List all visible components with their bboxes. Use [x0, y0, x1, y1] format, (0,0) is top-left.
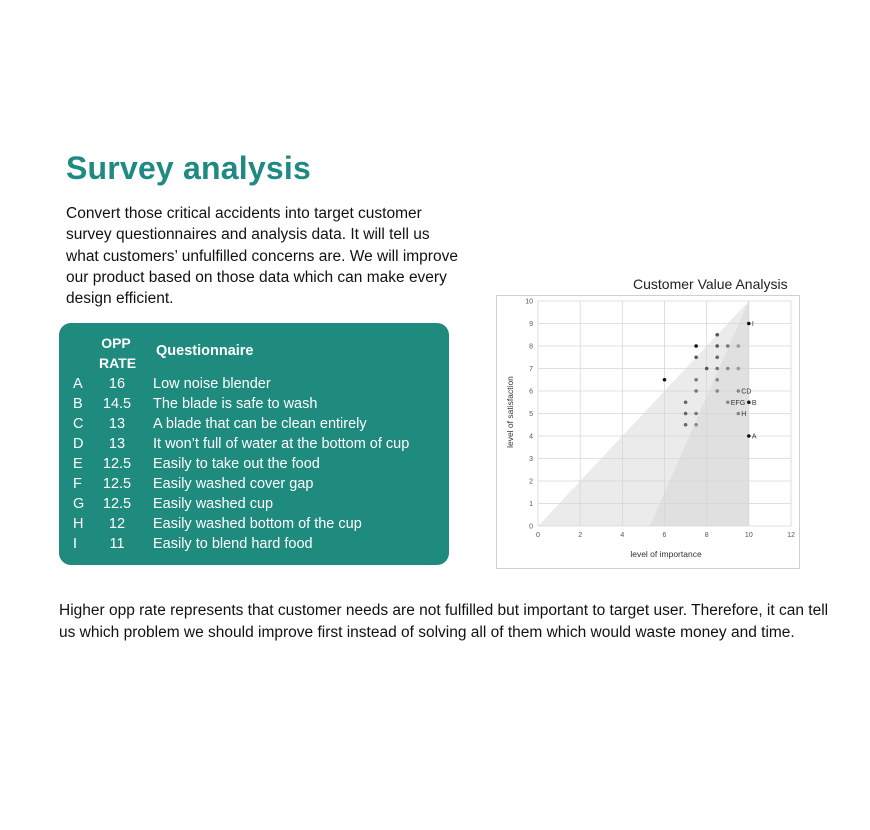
row-rate: 12 [108, 516, 126, 532]
table-row [59, 534, 449, 554]
point-label: H [741, 411, 747, 418]
row-question: Low noise blender [153, 376, 271, 392]
row-letter: B [73, 396, 83, 412]
y-axis-label: level of satisfaction [505, 376, 515, 448]
row-question: A blade that can be clean entirely [153, 416, 367, 432]
table-row [59, 514, 449, 534]
y-tick-label: 7 [529, 366, 533, 373]
point-label: I [751, 321, 754, 328]
data-point [747, 434, 751, 438]
row-rate: 13 [108, 436, 126, 452]
point-label: A [751, 433, 757, 441]
row-question: Easily to take out the food [153, 456, 320, 472]
row-question: It won’t full of water at the bottom of cup [153, 436, 410, 452]
row-question: Easily washed bottom of the cup [153, 516, 362, 532]
table-row [59, 414, 449, 434]
intro-paragraph: Convert those critical accidents into target customer survey questionnaires and analysis data. It will tell us what customers’ unfulfilled concerns are. We will improve our product based on those data which can make every design efficient. [66, 205, 458, 308]
row-letter: H [73, 516, 84, 532]
data-point [726, 367, 730, 371]
x-tick-label: 4 [620, 532, 625, 539]
row-question: Easily washed cover gap [153, 476, 314, 492]
data-point [684, 400, 688, 404]
row-letter: E [73, 456, 83, 472]
data-point [715, 333, 719, 337]
data-point [715, 367, 719, 371]
customer-value-chart [497, 296, 799, 568]
chart-title: Customer Value Analysis [633, 276, 788, 292]
x-axis-label: level of importance [630, 549, 702, 559]
data-point [663, 378, 667, 382]
data-point [694, 423, 698, 427]
data-point [715, 355, 719, 359]
data-point [747, 322, 751, 326]
table-row [59, 494, 449, 514]
x-tick-label: 2 [578, 532, 583, 539]
x-tick-label: 10 [744, 532, 753, 539]
table-row [59, 474, 449, 494]
x-tick-label: 6 [662, 532, 667, 539]
header-opp-line2: RATE [99, 355, 137, 371]
data-point [694, 412, 698, 416]
table-row [59, 374, 449, 394]
y-tick-label: 2 [529, 478, 533, 486]
y-tick-label: 9 [529, 321, 533, 328]
point-label: EFG [730, 399, 746, 407]
data-point [715, 378, 719, 382]
data-point [694, 378, 698, 382]
data-point [736, 389, 740, 393]
row-rate: 16 [108, 376, 126, 392]
header-opp-line1: OPP [101, 335, 131, 351]
data-point [684, 412, 688, 416]
row-rate: 12.5 [102, 476, 132, 492]
row-rate: 14.5 [102, 396, 132, 412]
x-tick-label: 12 [787, 532, 795, 539]
header-opp-rate [99, 333, 137, 373]
data-point [705, 367, 709, 371]
questionnaire-panel [59, 323, 449, 565]
point-label: CD [741, 388, 752, 396]
y-tick-label: 4 [529, 433, 533, 441]
table-row [59, 394, 449, 414]
row-question: Easily to blend hard food [153, 536, 313, 552]
data-point [747, 400, 751, 404]
row-letter: D [73, 436, 84, 452]
y-tick-label: 10 [525, 298, 533, 306]
data-point [694, 389, 698, 393]
row-letter: G [73, 496, 85, 512]
data-point [736, 367, 740, 371]
chart-frame [496, 295, 800, 569]
point-label: B [751, 399, 757, 407]
row-question: The blade is safe to wash [153, 396, 318, 412]
row-letter: I [73, 536, 78, 552]
data-point [684, 423, 688, 427]
y-tick-label: 6 [529, 388, 533, 396]
data-point [715, 344, 719, 348]
y-tick-label: 5 [529, 411, 533, 418]
row-rate: 12.5 [102, 456, 132, 472]
x-tick-label: 8 [704, 532, 709, 539]
table-row [59, 434, 449, 454]
data-point [726, 400, 730, 404]
y-tick-label: 8 [529, 343, 533, 351]
data-point [694, 344, 698, 348]
row-rate: 12.5 [102, 496, 132, 512]
data-point [736, 412, 740, 416]
y-tick-label: 3 [529, 456, 533, 463]
data-point [694, 355, 698, 359]
header-questionnaire: Questionnaire [156, 343, 254, 359]
footer-paragraph: Higher opp rate represents that customer needs are not fulfilled but important to target user. Therefore, it can tell us which problem we should improve first instead of solving all of them which would waste money and time. [59, 602, 829, 641]
x-tick-label: 0 [536, 532, 540, 539]
data-point [715, 389, 719, 393]
row-rate: 13 [108, 416, 126, 432]
table-row [59, 454, 449, 474]
row-rate: 11 [109, 536, 125, 552]
y-tick-label: 0 [529, 523, 533, 531]
page-title: Survey analysis [66, 150, 311, 186]
data-point [726, 344, 730, 348]
row-question: Easily washed cup [153, 496, 274, 512]
row-letter: C [73, 416, 84, 432]
row-letter: A [73, 376, 83, 392]
data-point [736, 344, 740, 348]
y-tick-label: 1 [529, 501, 533, 508]
row-letter: F [73, 476, 82, 492]
